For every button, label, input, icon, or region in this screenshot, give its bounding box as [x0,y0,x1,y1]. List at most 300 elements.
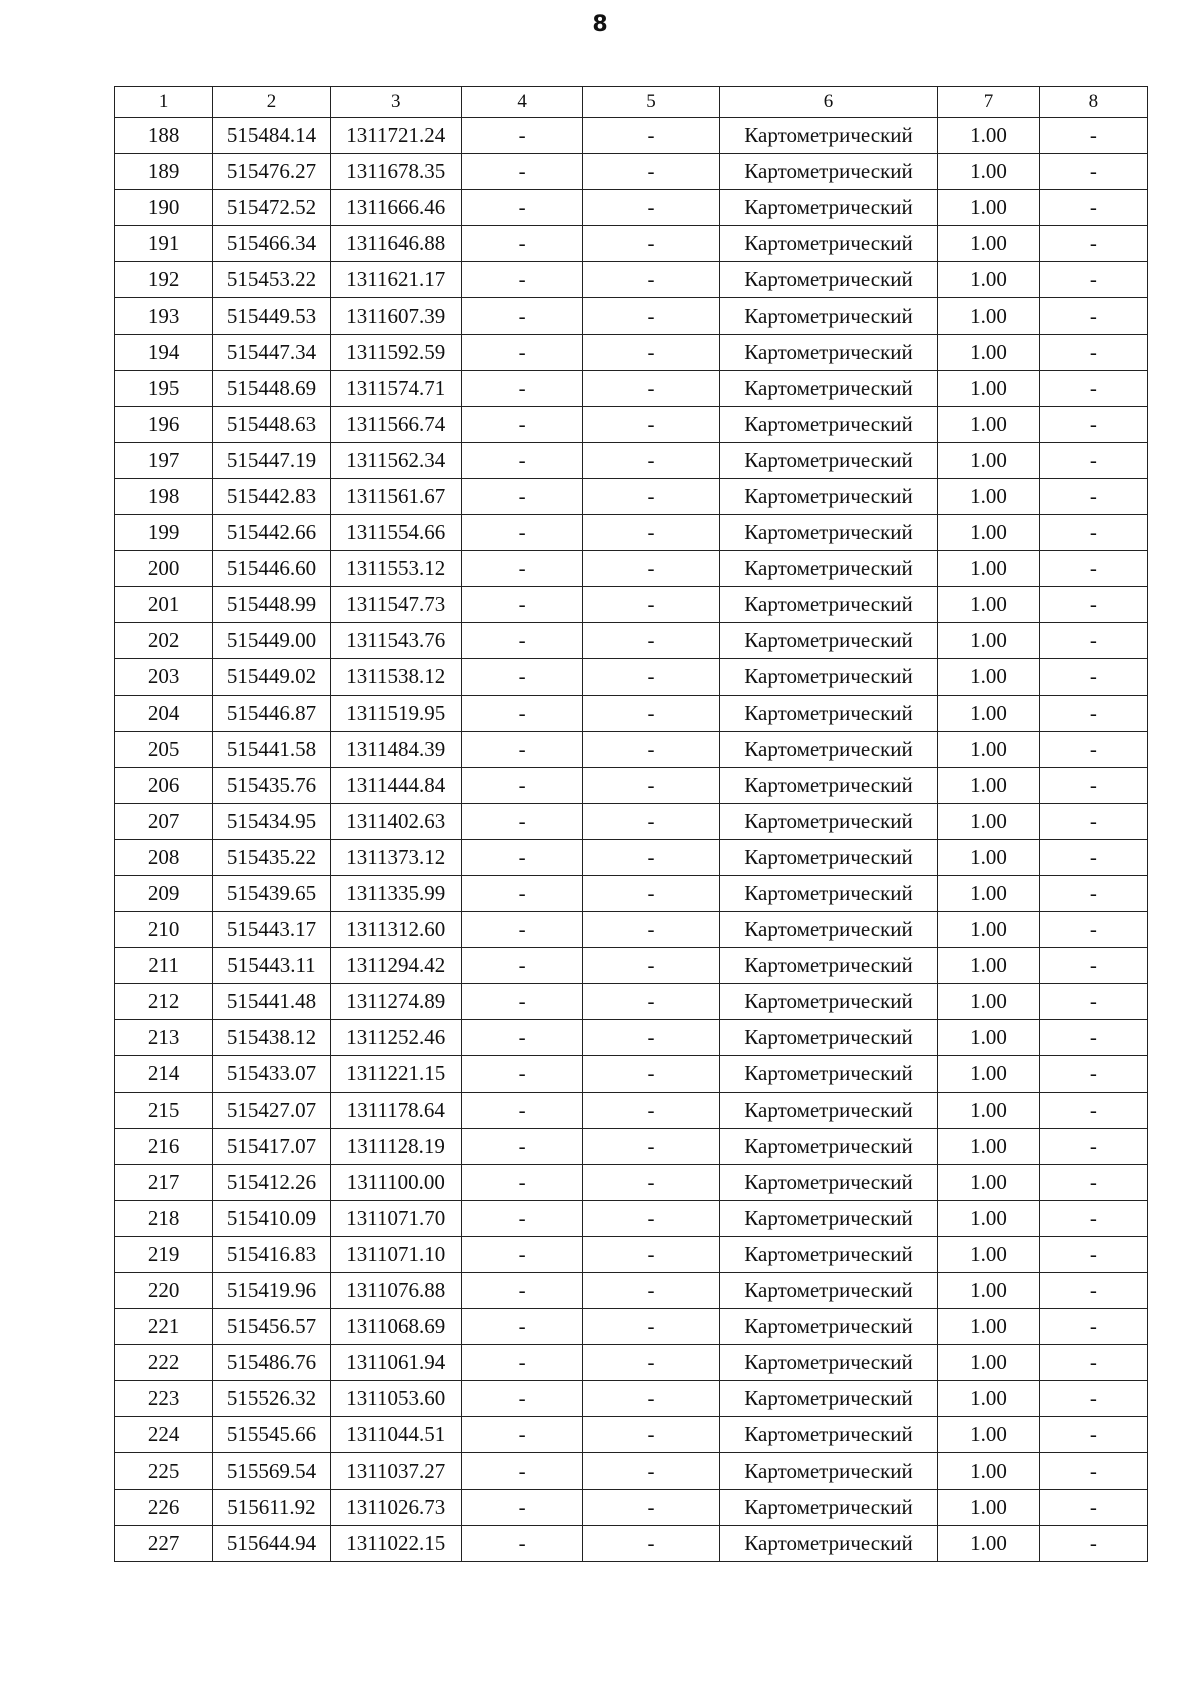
accuracy-cell: 1.00 [938,1056,1039,1092]
x-coordinate-cell: 515545.66 [213,1417,330,1453]
column-8-cell: - [1039,298,1147,334]
column-5-cell: - [583,1273,719,1309]
column-4-cell: - [461,803,582,839]
column-5-cell: - [583,587,719,623]
column-8-cell: - [1039,587,1147,623]
y-coordinate-cell: 1311128.19 [330,1128,461,1164]
method-cell: Картометрический [719,1200,938,1236]
point-number-cell: 219 [115,1236,213,1272]
point-number-cell: 201 [115,587,213,623]
column-8-cell: - [1039,659,1147,695]
accuracy-cell: 1.00 [938,262,1039,298]
point-number-cell: 214 [115,1056,213,1092]
method-cell: Картометрический [719,478,938,514]
column-5-cell: - [583,515,719,551]
column-5-cell: - [583,731,719,767]
column-4-cell: - [461,334,582,370]
column-header: 1 [115,87,213,118]
column-5-cell: - [583,1164,719,1200]
method-cell: Картометрический [719,551,938,587]
column-4-cell: - [461,1092,582,1128]
method-cell: Картометрический [719,731,938,767]
method-cell: Картометрический [719,1345,938,1381]
method-cell: Картометрический [719,767,938,803]
column-8-cell: - [1039,803,1147,839]
table-row [115,1525,1148,1561]
column-8-cell: - [1039,1164,1147,1200]
point-number-cell: 192 [115,262,213,298]
column-4-cell: - [461,1236,582,1272]
column-5-cell: - [583,334,719,370]
header-row [115,87,1148,118]
method-cell: Картометрический [719,875,938,911]
column-8-cell: - [1039,731,1147,767]
column-8-cell: - [1039,442,1147,478]
method-cell: Картометрический [719,1092,938,1128]
column-4-cell: - [461,118,582,154]
column-4-cell: - [461,262,582,298]
method-cell: Картометрический [719,948,938,984]
table-row [115,1345,1148,1381]
table-row [115,551,1148,587]
point-number-cell: 226 [115,1489,213,1525]
x-coordinate-cell: 515456.57 [213,1309,330,1345]
method-cell: Картометрический [719,912,938,948]
column-8-cell: - [1039,551,1147,587]
x-coordinate-cell: 515449.02 [213,659,330,695]
x-coordinate-cell: 515644.94 [213,1525,330,1561]
column-5-cell: - [583,1092,719,1128]
method-cell: Картометрический [719,1525,938,1561]
column-5-cell: - [583,1417,719,1453]
y-coordinate-cell: 1311068.69 [330,1309,461,1345]
point-number-cell: 223 [115,1381,213,1417]
column-8-cell: - [1039,1489,1147,1525]
point-number-cell: 191 [115,226,213,262]
x-coordinate-cell: 515410.09 [213,1200,330,1236]
accuracy-cell: 1.00 [938,1417,1039,1453]
column-4-cell: - [461,1381,582,1417]
column-8-cell: - [1039,1345,1147,1381]
column-8-cell: - [1039,1236,1147,1272]
point-number-cell: 190 [115,190,213,226]
point-number-cell: 221 [115,1309,213,1345]
table-row [115,731,1148,767]
table-row [115,478,1148,514]
column-4-cell: - [461,948,582,984]
y-coordinate-cell: 1311444.84 [330,767,461,803]
table-body [115,118,1148,1562]
method-cell: Картометрический [719,1273,938,1309]
table-row [115,1092,1148,1128]
y-coordinate-cell: 1311071.70 [330,1200,461,1236]
accuracy-cell: 1.00 [938,1092,1039,1128]
point-number-cell: 203 [115,659,213,695]
accuracy-cell: 1.00 [938,1489,1039,1525]
method-cell: Картометрический [719,154,938,190]
table-row [115,803,1148,839]
table-row [115,1489,1148,1525]
method-cell: Картометрический [719,1381,938,1417]
point-number-cell: 207 [115,803,213,839]
table-row [115,1236,1148,1272]
column-4-cell: - [461,1345,582,1381]
column-5-cell: - [583,1128,719,1164]
accuracy-cell: 1.00 [938,442,1039,478]
y-coordinate-cell: 1311373.12 [330,839,461,875]
accuracy-cell: 1.00 [938,334,1039,370]
point-number-cell: 198 [115,478,213,514]
y-coordinate-cell: 1311044.51 [330,1417,461,1453]
column-8-cell: - [1039,1417,1147,1453]
column-4-cell: - [461,659,582,695]
x-coordinate-cell: 515442.83 [213,478,330,514]
column-8-cell: - [1039,1525,1147,1561]
column-8-cell: - [1039,226,1147,262]
method-cell: Картометрический [719,190,938,226]
y-coordinate-cell: 1311607.39 [330,298,461,334]
method-cell: Картометрический [719,1056,938,1092]
table-row [115,659,1148,695]
accuracy-cell: 1.00 [938,1128,1039,1164]
point-number-cell: 222 [115,1345,213,1381]
table-row [115,190,1148,226]
table-row [115,370,1148,406]
x-coordinate-cell: 515453.22 [213,262,330,298]
y-coordinate-cell: 1311543.76 [330,623,461,659]
accuracy-cell: 1.00 [938,478,1039,514]
column-8-cell: - [1039,623,1147,659]
point-number-cell: 200 [115,551,213,587]
column-5-cell: - [583,803,719,839]
column-5-cell: - [583,551,719,587]
y-coordinate-cell: 1311022.15 [330,1525,461,1561]
x-coordinate-cell: 515466.34 [213,226,330,262]
column-5-cell: - [583,1020,719,1056]
accuracy-cell: 1.00 [938,118,1039,154]
point-number-cell: 225 [115,1453,213,1489]
accuracy-cell: 1.00 [938,731,1039,767]
point-number-cell: 189 [115,154,213,190]
column-5-cell: - [583,1056,719,1092]
column-5-cell: - [583,370,719,406]
accuracy-cell: 1.00 [938,1309,1039,1345]
column-4-cell: - [461,1020,582,1056]
column-5-cell: - [583,226,719,262]
table-row [115,1453,1148,1489]
table-row [115,406,1148,442]
method-cell: Картометрический [719,226,938,262]
column-header: 6 [719,87,938,118]
y-coordinate-cell: 1311100.00 [330,1164,461,1200]
accuracy-cell: 1.00 [938,803,1039,839]
method-cell: Картометрический [719,515,938,551]
method-cell: Картометрический [719,587,938,623]
method-cell: Картометрический [719,839,938,875]
table-row [115,1417,1148,1453]
accuracy-cell: 1.00 [938,948,1039,984]
x-coordinate-cell: 515435.22 [213,839,330,875]
column-5-cell: - [583,912,719,948]
column-8-cell: - [1039,695,1147,731]
column-4-cell: - [461,370,582,406]
column-4-cell: - [461,587,582,623]
column-4-cell: - [461,767,582,803]
column-8-cell: - [1039,154,1147,190]
column-5-cell: - [583,298,719,334]
column-5-cell: - [583,1381,719,1417]
column-4-cell: - [461,478,582,514]
table-row [115,1020,1148,1056]
column-8-cell: - [1039,118,1147,154]
y-coordinate-cell: 1311402.63 [330,803,461,839]
x-coordinate-cell: 515446.60 [213,551,330,587]
y-coordinate-cell: 1311721.24 [330,118,461,154]
column-5-cell: - [583,1453,719,1489]
accuracy-cell: 1.00 [938,984,1039,1020]
column-8-cell: - [1039,370,1147,406]
column-4-cell: - [461,623,582,659]
method-cell: Картометрический [719,1489,938,1525]
point-number-cell: 212 [115,984,213,1020]
column-4-cell: - [461,1164,582,1200]
x-coordinate-cell: 515427.07 [213,1092,330,1128]
column-8-cell: - [1039,948,1147,984]
y-coordinate-cell: 1311178.64 [330,1092,461,1128]
column-8-cell: - [1039,1020,1147,1056]
column-8-cell: - [1039,1200,1147,1236]
x-coordinate-cell: 515448.99 [213,587,330,623]
column-5-cell: - [583,1525,719,1561]
column-8-cell: - [1039,1381,1147,1417]
y-coordinate-cell: 1311562.34 [330,442,461,478]
coordinates-table [114,86,1148,1562]
y-coordinate-cell: 1311621.17 [330,262,461,298]
table-row [115,1200,1148,1236]
column-5-cell: - [583,262,719,298]
point-number-cell: 210 [115,912,213,948]
column-4-cell: - [461,190,582,226]
accuracy-cell: 1.00 [938,875,1039,911]
accuracy-cell: 1.00 [938,1525,1039,1561]
y-coordinate-cell: 1311026.73 [330,1489,461,1525]
column-8-cell: - [1039,875,1147,911]
y-coordinate-cell: 1311561.67 [330,478,461,514]
column-8-cell: - [1039,1273,1147,1309]
column-4-cell: - [461,226,582,262]
method-cell: Картометрический [719,1020,938,1056]
column-5-cell: - [583,623,719,659]
point-number-cell: 213 [115,1020,213,1056]
point-number-cell: 224 [115,1417,213,1453]
accuracy-cell: 1.00 [938,1453,1039,1489]
method-cell: Картометрический [719,118,938,154]
point-number-cell: 202 [115,623,213,659]
column-4-cell: - [461,984,582,1020]
accuracy-cell: 1.00 [938,1236,1039,1272]
x-coordinate-cell: 515446.87 [213,695,330,731]
x-coordinate-cell: 515441.58 [213,731,330,767]
accuracy-cell: 1.00 [938,515,1039,551]
column-4-cell: - [461,1489,582,1525]
table-row [115,154,1148,190]
table-row [115,839,1148,875]
column-8-cell: - [1039,1056,1147,1092]
table-row [115,695,1148,731]
accuracy-cell: 1.00 [938,226,1039,262]
accuracy-cell: 1.00 [938,839,1039,875]
x-coordinate-cell: 515611.92 [213,1489,330,1525]
table-row [115,262,1148,298]
point-number-cell: 199 [115,515,213,551]
table-row [115,442,1148,478]
point-number-cell: 216 [115,1128,213,1164]
point-number-cell: 205 [115,731,213,767]
column-5-cell: - [583,1309,719,1345]
column-4-cell: - [461,298,582,334]
table-row [115,1273,1148,1309]
column-8-cell: - [1039,839,1147,875]
accuracy-cell: 1.00 [938,298,1039,334]
x-coordinate-cell: 515448.69 [213,370,330,406]
method-cell: Картометрический [719,262,938,298]
accuracy-cell: 1.00 [938,190,1039,226]
y-coordinate-cell: 1311554.66 [330,515,461,551]
column-5-cell: - [583,406,719,442]
column-5-cell: - [583,478,719,514]
x-coordinate-cell: 515417.07 [213,1128,330,1164]
table-row [115,1381,1148,1417]
method-cell: Картометрический [719,334,938,370]
column-5-cell: - [583,118,719,154]
point-number-cell: 218 [115,1200,213,1236]
accuracy-cell: 1.00 [938,587,1039,623]
x-coordinate-cell: 515486.76 [213,1345,330,1381]
x-coordinate-cell: 515449.00 [213,623,330,659]
y-coordinate-cell: 1311574.71 [330,370,461,406]
column-4-cell: - [461,839,582,875]
column-4-cell: - [461,406,582,442]
x-coordinate-cell: 515441.48 [213,984,330,1020]
column-5-cell: - [583,875,719,911]
column-4-cell: - [461,912,582,948]
x-coordinate-cell: 515419.96 [213,1273,330,1309]
method-cell: Картометрический [719,803,938,839]
accuracy-cell: 1.00 [938,1200,1039,1236]
y-coordinate-cell: 1311053.60 [330,1381,461,1417]
column-8-cell: - [1039,1453,1147,1489]
column-header: 5 [583,87,719,118]
column-8-cell: - [1039,912,1147,948]
method-cell: Картометрический [719,406,938,442]
x-coordinate-cell: 515569.54 [213,1453,330,1489]
accuracy-cell: 1.00 [938,659,1039,695]
y-coordinate-cell: 1311484.39 [330,731,461,767]
table-row [115,1309,1148,1345]
column-8-cell: - [1039,984,1147,1020]
column-4-cell: - [461,1525,582,1561]
column-8-cell: - [1039,406,1147,442]
y-coordinate-cell: 1311538.12 [330,659,461,695]
column-8-cell: - [1039,1309,1147,1345]
method-cell: Картометрический [719,1417,938,1453]
column-header: 8 [1039,87,1147,118]
y-coordinate-cell: 1311335.99 [330,875,461,911]
y-coordinate-cell: 1311666.46 [330,190,461,226]
column-8-cell: - [1039,767,1147,803]
table-row [115,1164,1148,1200]
table-row [115,767,1148,803]
x-coordinate-cell: 515438.12 [213,1020,330,1056]
column-header: 7 [938,87,1039,118]
y-coordinate-cell: 1311646.88 [330,226,461,262]
x-coordinate-cell: 515416.83 [213,1236,330,1272]
accuracy-cell: 1.00 [938,1345,1039,1381]
accuracy-cell: 1.00 [938,1273,1039,1309]
x-coordinate-cell: 515412.26 [213,1164,330,1200]
y-coordinate-cell: 1311294.42 [330,948,461,984]
x-coordinate-cell: 515439.65 [213,875,330,911]
table-row [115,912,1148,948]
x-coordinate-cell: 515447.19 [213,442,330,478]
table-row [115,984,1148,1020]
column-4-cell: - [461,551,582,587]
x-coordinate-cell: 515484.14 [213,118,330,154]
accuracy-cell: 1.00 [938,154,1039,190]
table-row [115,875,1148,911]
point-number-cell: 208 [115,839,213,875]
table-row [115,118,1148,154]
y-coordinate-cell: 1311592.59 [330,334,461,370]
column-8-cell: - [1039,190,1147,226]
accuracy-cell: 1.00 [938,1164,1039,1200]
table-row [115,623,1148,659]
method-cell: Картометрический [719,659,938,695]
method-cell: Картометрический [719,370,938,406]
column-8-cell: - [1039,262,1147,298]
column-8-cell: - [1039,478,1147,514]
x-coordinate-cell: 515476.27 [213,154,330,190]
point-number-cell: 194 [115,334,213,370]
method-cell: Картометрический [719,1164,938,1200]
y-coordinate-cell: 1311553.12 [330,551,461,587]
method-cell: Картометрический [719,298,938,334]
column-4-cell: - [461,1056,582,1092]
x-coordinate-cell: 515447.34 [213,334,330,370]
column-5-cell: - [583,839,719,875]
column-5-cell: - [583,1236,719,1272]
x-coordinate-cell: 515434.95 [213,803,330,839]
column-5-cell: - [583,1345,719,1381]
table-row [115,948,1148,984]
accuracy-cell: 1.00 [938,551,1039,587]
point-number-cell: 220 [115,1273,213,1309]
column-8-cell: - [1039,1092,1147,1128]
accuracy-cell: 1.00 [938,912,1039,948]
column-4-cell: - [461,1453,582,1489]
table-row [115,1056,1148,1092]
accuracy-cell: 1.00 [938,406,1039,442]
method-cell: Картометрический [719,695,938,731]
accuracy-cell: 1.00 [938,767,1039,803]
column-5-cell: - [583,984,719,1020]
accuracy-cell: 1.00 [938,695,1039,731]
column-5-cell: - [583,659,719,695]
column-4-cell: - [461,1309,582,1345]
y-coordinate-cell: 1311252.46 [330,1020,461,1056]
column-4-cell: - [461,1273,582,1309]
y-coordinate-cell: 1311061.94 [330,1345,461,1381]
